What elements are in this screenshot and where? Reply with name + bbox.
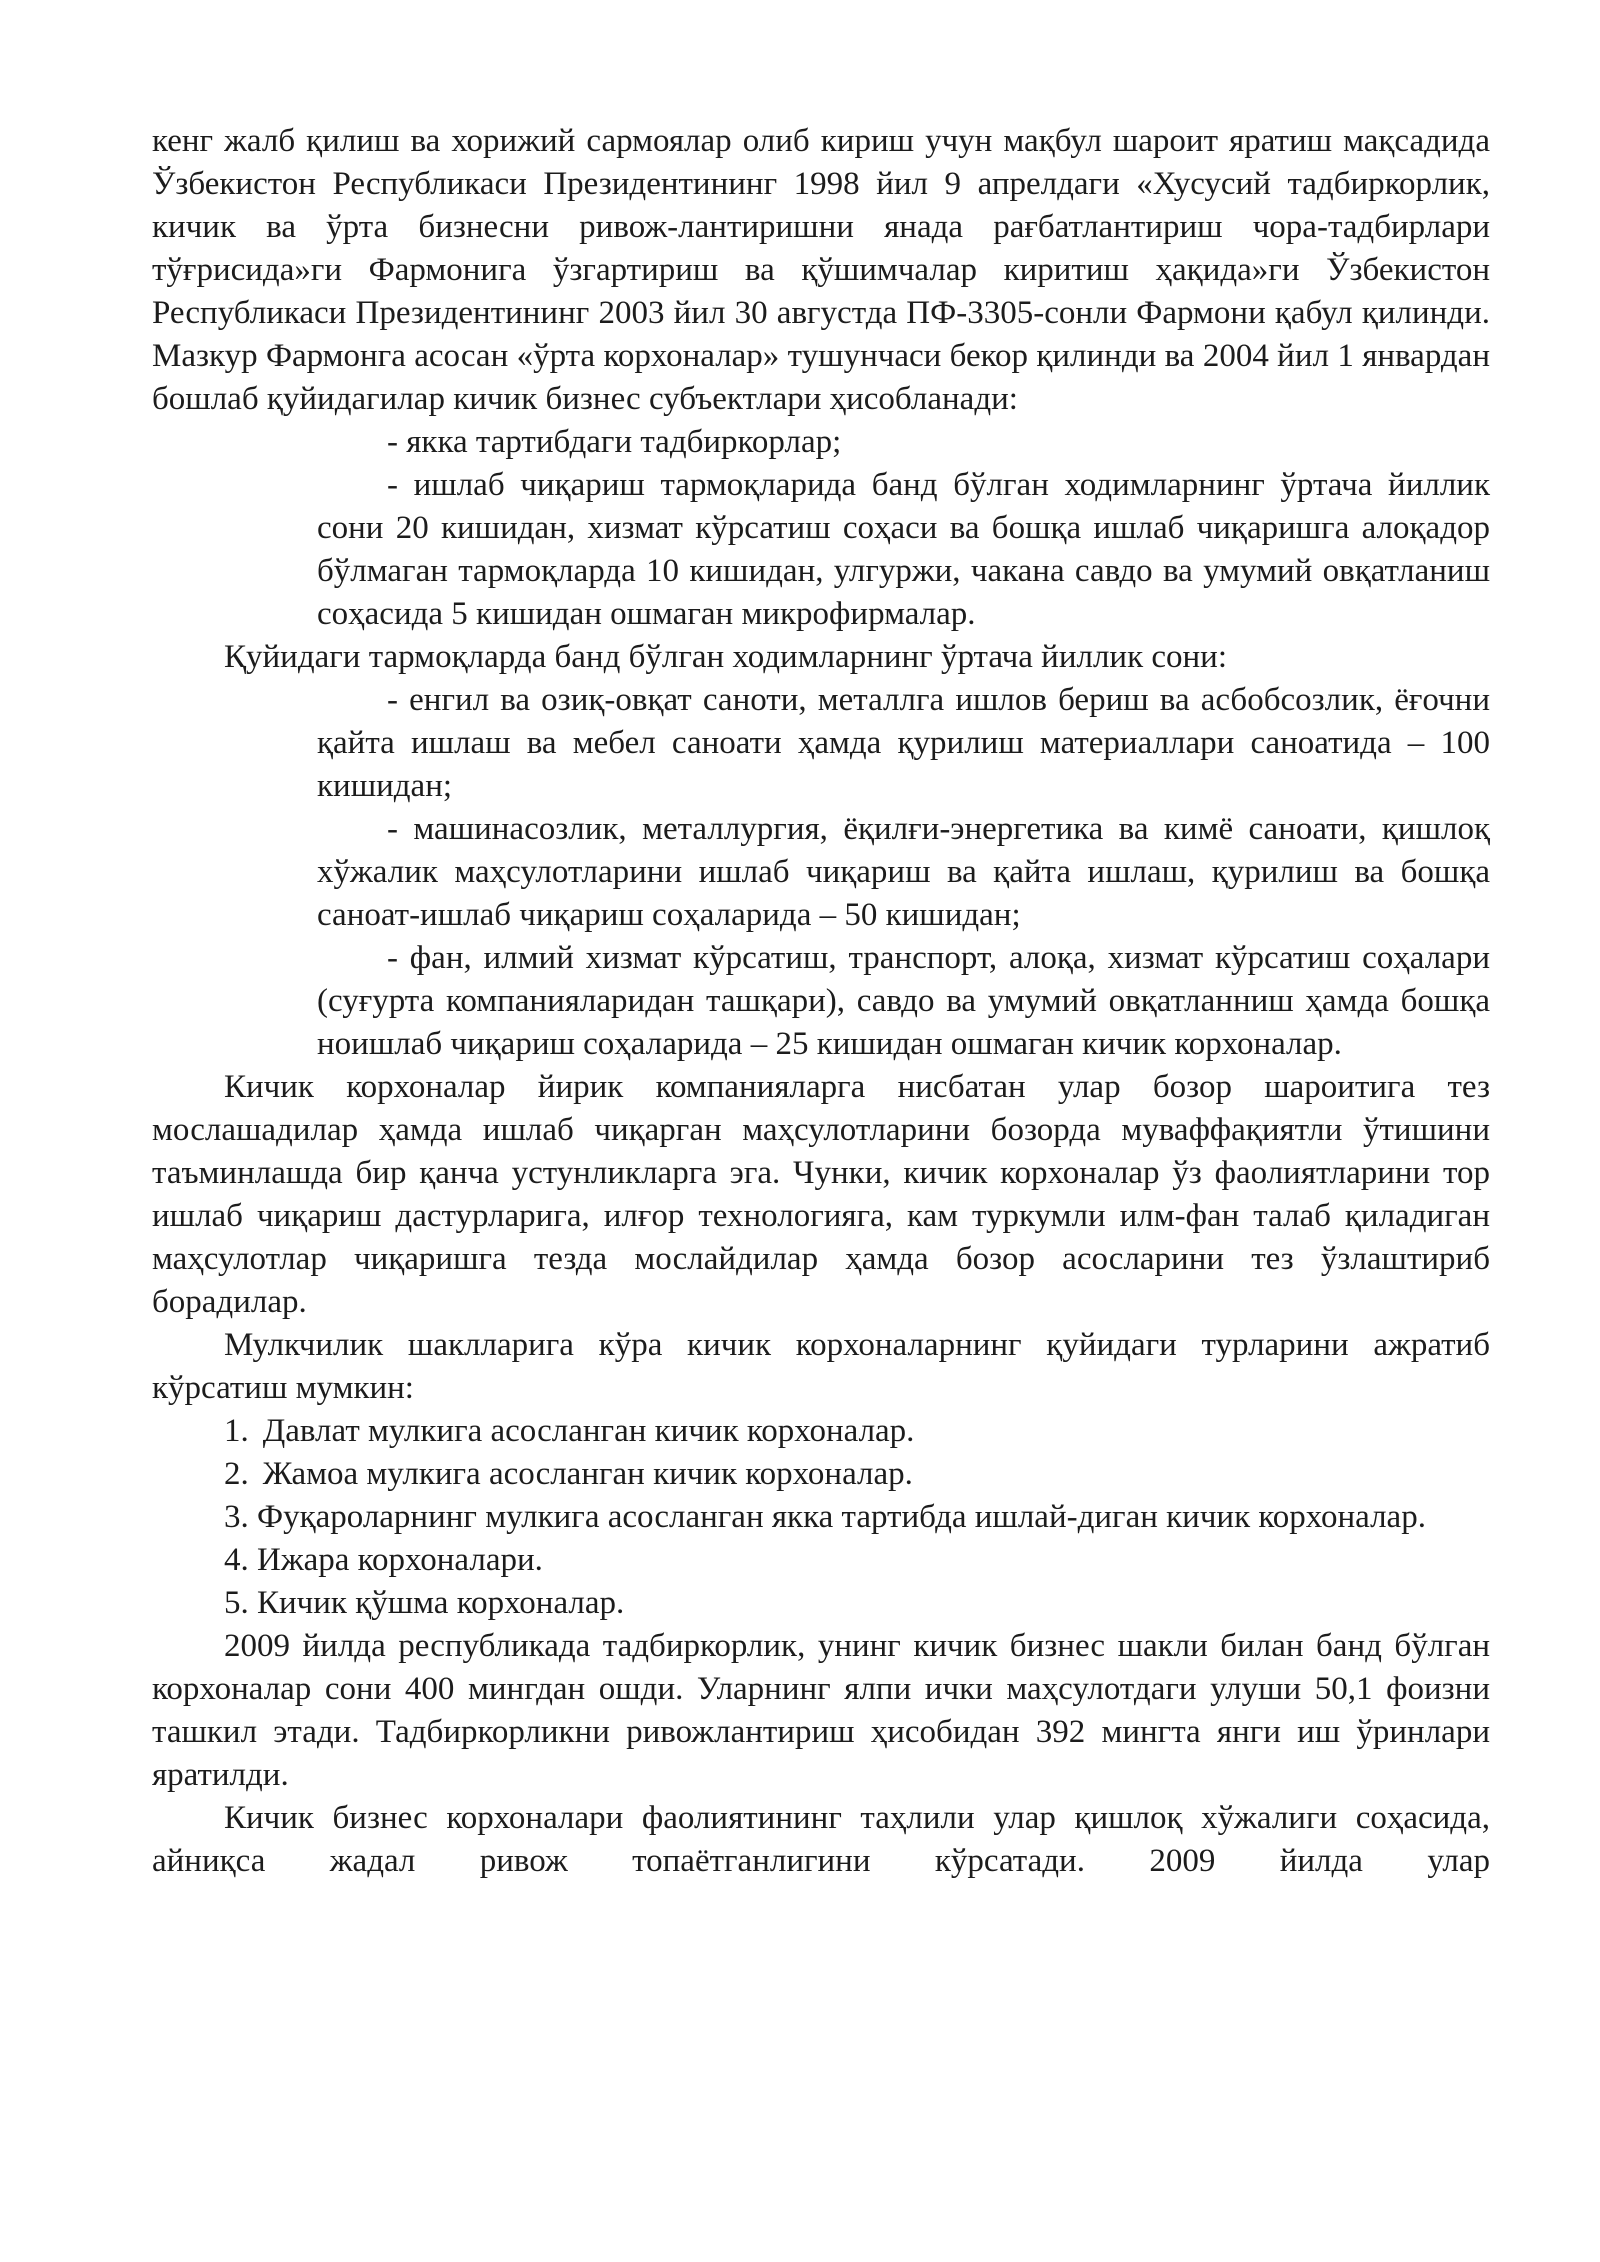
numbered-item-text: Жамоа мулкига асосланган кичик корхоналар. [262,1456,913,1492]
list-item-dash: - машинасозлик, металлургия, ёқилғи-энергетика ва кимё саноати, қишлоқ хўжалик маҳсулотларини ишлаб чиқариш ва қайта ишлаш, қурилиш ва бошқа саноат-ишлаб чиқариш соҳаларида – 50 кишидан; [317,811,1490,933]
numbered-item-text: Давлат мулкига асосланган кичик корхоналар. [262,1413,915,1449]
paragraph-ownership: Мулкчилик шаклларига кўра кичик корхоналарнинг қуйидаги турларини ажратиб кўрсатиш мумкин: [152,1327,1490,1406]
paragraph-intro: кенг жалб қилиш ва хорижий сармоялар олиб кириш учун мақбул шароит яратиш мақсадида Ўзбекистон Республикаси Президентининг 1998 йил 9 апрелдаги «Хусусий тадбиркорлик, кичик ва ўрта бизнесни ривож-лантиришни янада рағбатлантириш чора-тадбирлари тўғрисида»ги Фармонига ўзгартириш ва қўшимчалар киритиш ҳақида»ги Ўзбекистон Республикаси Президентининг 2003 йил 30 августда ПФ-3305-сонли Фармони қабул қилинди. Мазкур Фармонга асосан «ўрта корхоналар» тушунчаси бекор қилинди ва 2004 йил 1 январдан бошлаб қуйидагилар кичик бизнес субъектлари ҳисобланади: [152,123,1490,417]
list-item-dash: - ишлаб чиқариш тармоқларида банд бўлган ходимларнинг ўртача йиллик сони 20 кишидан, хизмат кўрсатиш соҳаси ва бошқа ишлаб чиқаришга алоқадор бўлмаган тармоқларда 10 кишидан, улгуржи, чакана савдо ва умумий овқатланиш соҳасида 5 кишидан ошмаган микрофирмалар. [317,467,1490,632]
paragraph-sectors: Қуйидаги тармоқларда банд бўлган ходимларнинг ўртача йиллик сони: [224,639,1228,675]
numbered-item: 3. Фуқароларнинг мулкига асосланган якка тартибда ишлай-диган кичик корхоналар. [224,1499,1426,1535]
list-item-dash: - якка тартибдаги тадбиркорлар; [387,424,842,460]
paragraph-statistics: 2009 йилда республикада тадбиркорлик, унинг кичик бизнес шакли билан банд бўлган корхоналар сони 400 мингдан ошди. Уларнинг ялпи ички маҳсулотдаги улуши 50,1 фоизни ташкил этади. Тадбиркорликни ривожлантириш ҳисобидан 392 мингта янги иш ўринлари яратилди. [152,1628,1490,1793]
list-item-dash: - фан, илмий хизмат кўрсатиш, транспорт, алоқа, хизмат кўрсатиш соҳалари (суғурта компанияларидан ташқари), савдо ва умумий овқатланниш ҳамда бошқа ноишлаб чиқариш соҳаларида – 25 кишидан ошмаган кичик корхоналар. [317,940,1490,1062]
numbered-item-number: 2. [224,1456,249,1492]
numbered-item: 5. Кичик қўшма корхоналар. [224,1585,625,1621]
numbered-item-number: 1. [224,1413,249,1449]
paragraph-advantages: Кичик корхоналар йирик компанияларга нисбатан улар бозор шароитига тез мослашадилар ҳамда ишлаб чиқарган маҳсулотларини бозорда муваффақиятли ўтишини таъминлашда бир қанча устунликларга эга. Чунки, кичик корхоналар ўз фаолиятларини тор ишлаб чиқариш дастурларига, илғор технологияга, кам туркумли илм-фан талаб қиладиган маҳсулотлар чиқаришга тезда мослайдилар ҳамда бозор асосларини тез ўзлаштириб борадилар. [152,1069,1490,1320]
list-item-dash: - енгил ва озиқ-овқат саноти, металлга ишлов бериш ва асбобсозлик, ёғочни қайта ишлаш ва мебел саноати ҳамда қурилиш материаллари саноатида – 100 кишидан; [317,682,1490,804]
numbered-item [152,1453,1490,1496]
numbered-item: 4. Ижара корхоналари. [224,1542,543,1578]
paragraph-analysis: Кичик бизнес корхоналари фаолиятининг таҳлили улар қишлоқ хўжалиги соҳасида, айниқса жадал ривож топаётганлигини кўрсатади. 2009 йилда улар [152,1800,1490,1879]
numbered-item [152,1410,1490,1453]
